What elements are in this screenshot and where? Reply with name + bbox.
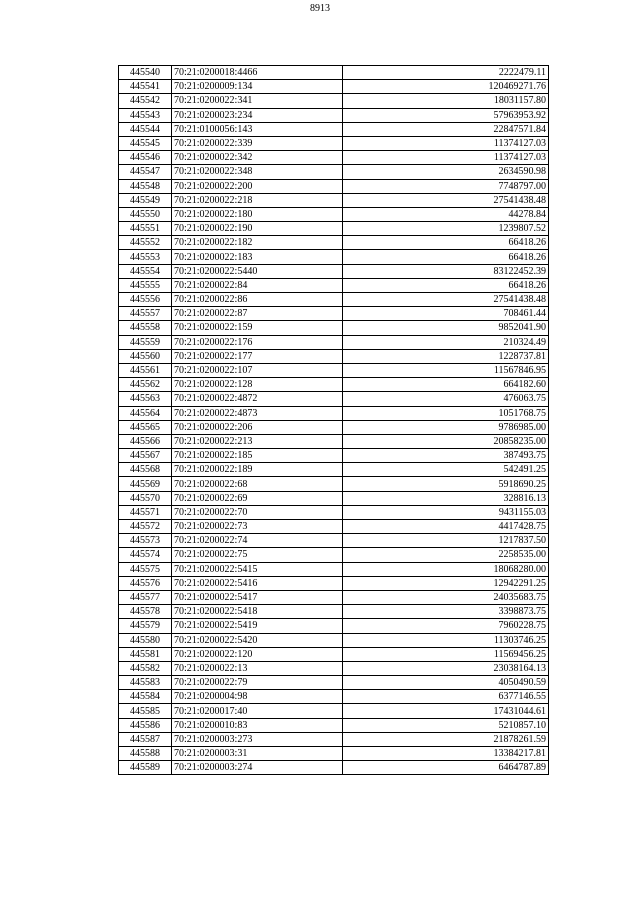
cadastral-number-cell: 70:21:0200018:4466 <box>172 66 343 80</box>
row-number-cell: 445570 <box>119 491 172 505</box>
row-number-cell: 445540 <box>119 66 172 80</box>
row-number-cell: 445541 <box>119 80 172 94</box>
cadastral-value-cell: 1239807.52 <box>343 222 549 236</box>
cadastral-value-cell: 3398873.75 <box>343 605 549 619</box>
cadastral-number-cell: 70:21:0200022:5415 <box>172 562 343 576</box>
cadastral-value-cell: 11567846.95 <box>343 363 549 377</box>
table-row <box>119 619 549 633</box>
table-row <box>119 704 549 718</box>
table-row <box>119 151 549 165</box>
table-row <box>119 378 549 392</box>
row-number-cell: 445552 <box>119 236 172 250</box>
cadastral-number-cell: 70:21:0200022:128 <box>172 378 343 392</box>
cadastral-value-cell: 1051768.75 <box>343 406 549 420</box>
row-number-cell: 445573 <box>119 534 172 548</box>
row-number-cell: 445558 <box>119 321 172 335</box>
table-row <box>119 505 549 519</box>
table-row <box>119 108 549 122</box>
row-number-cell: 445565 <box>119 420 172 434</box>
table-row <box>119 590 549 604</box>
cadastral-number-cell: 70:21:0200022:190 <box>172 222 343 236</box>
cadastral-value-cell: 44278.84 <box>343 207 549 221</box>
row-number-cell: 445589 <box>119 761 172 775</box>
cadastral-number-cell: 70:21:0200022:5419 <box>172 619 343 633</box>
row-number-cell: 445543 <box>119 108 172 122</box>
cadastral-number-cell: 70:21:0200022:183 <box>172 250 343 264</box>
cadastral-number-cell: 70:21:0200022:13 <box>172 661 343 675</box>
row-number-cell: 445586 <box>119 718 172 732</box>
cadastral-value-cell: 328816.13 <box>343 491 549 505</box>
cadastral-number-cell: 70:21:0200022:180 <box>172 207 343 221</box>
cadastral-value-cell: 9786985.00 <box>343 420 549 434</box>
cadastral-value-cell: 27541438.48 <box>343 293 549 307</box>
table-row <box>119 165 549 179</box>
cadastral-number-cell: 70:21:0200022:87 <box>172 307 343 321</box>
cadastral-value-cell: 6377146.55 <box>343 690 549 704</box>
cadastral-value-cell: 21878261.59 <box>343 732 549 746</box>
cadastral-value-cell: 5210857.10 <box>343 718 549 732</box>
table-row <box>119 222 549 236</box>
row-number-cell: 445587 <box>119 732 172 746</box>
table-row <box>119 633 549 647</box>
cadastral-value-cell: 18031157.80 <box>343 94 549 108</box>
row-number-cell: 445544 <box>119 122 172 136</box>
cadastral-number-cell: 70:21:0200022:182 <box>172 236 343 250</box>
table-row <box>119 690 549 704</box>
row-number-cell: 445547 <box>119 165 172 179</box>
cadastral-number-cell: 70:21:0200022:84 <box>172 278 343 292</box>
cadastral-number-cell: 70:21:0200022:107 <box>172 363 343 377</box>
row-number-cell: 445585 <box>119 704 172 718</box>
cadastral-value-cell: 13384217.81 <box>343 747 549 761</box>
row-number-cell: 445572 <box>119 520 172 534</box>
table-row <box>119 420 549 434</box>
table-row <box>119 335 549 349</box>
cadastral-number-cell: 70:21:0200022:177 <box>172 349 343 363</box>
table-row <box>119 193 549 207</box>
row-number-cell: 445571 <box>119 505 172 519</box>
row-number-cell: 445551 <box>119 222 172 236</box>
cadastral-number-cell: 70:21:0200022:4872 <box>172 392 343 406</box>
table-row <box>119 94 549 108</box>
cadastral-number-cell: 70:21:0200022:86 <box>172 293 343 307</box>
row-number-cell: 445546 <box>119 151 172 165</box>
cadastral-value-cell: 12942291.25 <box>343 576 549 590</box>
cadastral-number-cell: 70:21:0200022:5416 <box>172 576 343 590</box>
row-number-cell: 445567 <box>119 449 172 463</box>
table-row <box>119 449 549 463</box>
row-number-cell: 445576 <box>119 576 172 590</box>
row-number-cell: 445588 <box>119 747 172 761</box>
table-row <box>119 321 549 335</box>
table-row <box>119 520 549 534</box>
row-number-cell: 445542 <box>119 94 172 108</box>
row-number-cell: 445569 <box>119 477 172 491</box>
cadastral-value-cell: 24035683.75 <box>343 590 549 604</box>
cadastral-number-cell: 70:21:0200022:5418 <box>172 605 343 619</box>
table-row <box>119 491 549 505</box>
table-row <box>119 307 549 321</box>
cadastral-number-cell: 70:21:0200022:189 <box>172 463 343 477</box>
row-number-cell: 445550 <box>119 207 172 221</box>
table-row <box>119 406 549 420</box>
cadastral-value-cell: 17431044.61 <box>343 704 549 718</box>
cadastral-value-cell: 66418.26 <box>343 250 549 264</box>
cadastral-value-cell: 5918690.25 <box>343 477 549 491</box>
cadastral-value-cell: 11303746.25 <box>343 633 549 647</box>
cadastral-value-cell: 387493.75 <box>343 449 549 463</box>
cadastral-value-cell: 23038164.13 <box>343 661 549 675</box>
page-number: 8913 <box>310 3 330 14</box>
cadastral-number-cell: 70:21:0200022:159 <box>172 321 343 335</box>
cadastral-value-cell: 210324.49 <box>343 335 549 349</box>
table-row <box>119 278 549 292</box>
table-row <box>119 605 549 619</box>
table-row <box>119 264 549 278</box>
cadastral-number-cell: 70:21:0200022:200 <box>172 179 343 193</box>
cadastral-value-cell: 83122452.39 <box>343 264 549 278</box>
table-body <box>119 66 549 775</box>
cadastral-value-cell: 66418.26 <box>343 236 549 250</box>
row-number-cell: 445559 <box>119 335 172 349</box>
row-number-cell: 445560 <box>119 349 172 363</box>
cadastral-value-cell: 2258535.00 <box>343 548 549 562</box>
cadastral-number-cell: 70:21:0200022:5440 <box>172 264 343 278</box>
row-number-cell: 445545 <box>119 136 172 150</box>
row-number-cell: 445562 <box>119 378 172 392</box>
cadastral-number-cell: 70:21:0200022:79 <box>172 676 343 690</box>
table-row <box>119 463 549 477</box>
cadastral-value-cell: 66418.26 <box>343 278 549 292</box>
cadastral-number-cell: 70:21:0200022:213 <box>172 434 343 448</box>
cadastral-number-cell: 70:21:0200022:342 <box>172 151 343 165</box>
cadastral-value-cell: 6464787.89 <box>343 761 549 775</box>
table-row <box>119 136 549 150</box>
row-number-cell: 445568 <box>119 463 172 477</box>
cadastral-number-cell: 70:21:0200022:5417 <box>172 590 343 604</box>
cadastral-value-cell: 18068280.00 <box>343 562 549 576</box>
row-number-cell: 445548 <box>119 179 172 193</box>
cadastral-number-cell: 70:21:0200022:73 <box>172 520 343 534</box>
table-row <box>119 392 549 406</box>
cadastral-value-cell: 9852041.90 <box>343 321 549 335</box>
cadastral-number-cell: 70:21:0200003:273 <box>172 732 343 746</box>
cadastral-value-cell: 4050490.59 <box>343 676 549 690</box>
table-row <box>119 122 549 136</box>
table-row <box>119 576 549 590</box>
row-number-cell: 445563 <box>119 392 172 406</box>
cadastral-number-cell: 70:21:0200022:206 <box>172 420 343 434</box>
cadastral-number-cell: 70:21:0200022:70 <box>172 505 343 519</box>
cadastral-value-cell: 2634590.98 <box>343 165 549 179</box>
cadastral-value-cell: 22847571.84 <box>343 122 549 136</box>
cadastral-value-cell: 7960228.75 <box>343 619 549 633</box>
row-number-cell: 445574 <box>119 548 172 562</box>
row-number-cell: 445561 <box>119 363 172 377</box>
row-number-cell: 445556 <box>119 293 172 307</box>
cadastral-number-cell: 70:21:0200022:341 <box>172 94 343 108</box>
table-row <box>119 349 549 363</box>
table-row <box>119 434 549 448</box>
table-row <box>119 747 549 761</box>
cadastral-number-cell: 70:21:0200004:98 <box>172 690 343 704</box>
table-row <box>119 477 549 491</box>
cadastral-value-cell: 2222479.11 <box>343 66 549 80</box>
table-row <box>119 676 549 690</box>
table-row <box>119 207 549 221</box>
cadastral-number-cell: 70:21:0200010:83 <box>172 718 343 732</box>
cadastral-value-cell: 27541438.48 <box>343 193 549 207</box>
cadastral-number-cell: 70:21:0200022:75 <box>172 548 343 562</box>
cadastral-number-cell: 70:21:0200017:40 <box>172 704 343 718</box>
table-row <box>119 718 549 732</box>
row-number-cell: 445580 <box>119 633 172 647</box>
row-number-cell: 445555 <box>119 278 172 292</box>
cadastral-value-cell: 7748797.00 <box>343 179 549 193</box>
cadastral-value-cell: 57963953.92 <box>343 108 549 122</box>
cadastral-number-cell: 70:21:0200022:69 <box>172 491 343 505</box>
cadastral-number-cell: 70:21:0200003:274 <box>172 761 343 775</box>
cadastral-value-cell: 4417428.75 <box>343 520 549 534</box>
cadastral-number-cell: 70:21:0200022:339 <box>172 136 343 150</box>
row-number-cell: 445583 <box>119 676 172 690</box>
table-row <box>119 250 549 264</box>
cadastral-value-cell: 708461.44 <box>343 307 549 321</box>
cadastral-value-cell: 11569456.25 <box>343 647 549 661</box>
table-row <box>119 661 549 675</box>
cadastral-number-cell: 70:21:0200022:4873 <box>172 406 343 420</box>
row-number-cell: 445584 <box>119 690 172 704</box>
row-number-cell: 445578 <box>119 605 172 619</box>
table-row <box>119 562 549 576</box>
row-number-cell: 445577 <box>119 590 172 604</box>
row-number-cell: 445581 <box>119 647 172 661</box>
cadastral-number-cell: 70:21:0200022:218 <box>172 193 343 207</box>
cadastral-number-cell: 70:21:0200009:134 <box>172 80 343 94</box>
row-number-cell: 445549 <box>119 193 172 207</box>
table-row <box>119 236 549 250</box>
cadastral-value-cell: 542491.25 <box>343 463 549 477</box>
cadastral-number-cell: 70:21:0200022:120 <box>172 647 343 661</box>
row-number-cell: 445553 <box>119 250 172 264</box>
cadastral-value-cell: 11374127.03 <box>343 136 549 150</box>
cadastral-value-cell: 20858235.00 <box>343 434 549 448</box>
table-row <box>119 761 549 775</box>
cadastral-number-cell: 70:21:0200022:348 <box>172 165 343 179</box>
cadastral-number-cell: 70:21:0200022:68 <box>172 477 343 491</box>
table-row <box>119 647 549 661</box>
table-row <box>119 732 549 746</box>
cadastral-value-cell: 120469271.76 <box>343 80 549 94</box>
cadastral-number-cell: 70:21:0200022:5420 <box>172 633 343 647</box>
cadastral-value-cell: 1228737.81 <box>343 349 549 363</box>
table-row <box>119 293 549 307</box>
cadastral-number-cell: 70:21:0200022:74 <box>172 534 343 548</box>
row-number-cell: 445557 <box>119 307 172 321</box>
cadastral-number-cell: 70:21:0100056:143 <box>172 122 343 136</box>
cadastral-value-cell: 664182.60 <box>343 378 549 392</box>
row-number-cell: 445575 <box>119 562 172 576</box>
cadastral-number-cell: 70:21:0200023:234 <box>172 108 343 122</box>
cadastral-value-cell: 1217837.50 <box>343 534 549 548</box>
row-number-cell: 445554 <box>119 264 172 278</box>
table-row <box>119 548 549 562</box>
cadastral-value-cell: 476063.75 <box>343 392 549 406</box>
table-row <box>119 179 549 193</box>
row-number-cell: 445564 <box>119 406 172 420</box>
cadastral-value-cell: 9431155.03 <box>343 505 549 519</box>
cadastral-number-cell: 70:21:0200003:31 <box>172 747 343 761</box>
row-number-cell: 445579 <box>119 619 172 633</box>
cadastral-number-cell: 70:21:0200022:185 <box>172 449 343 463</box>
table-row <box>119 80 549 94</box>
table-row <box>119 363 549 377</box>
row-number-cell: 445582 <box>119 661 172 675</box>
cadastral-number-cell: 70:21:0200022:176 <box>172 335 343 349</box>
table-row <box>119 534 549 548</box>
row-number-cell: 445566 <box>119 434 172 448</box>
cadastral-value-cell: 11374127.03 <box>343 151 549 165</box>
cadastral-value-table <box>118 65 549 775</box>
table-row <box>119 66 549 80</box>
